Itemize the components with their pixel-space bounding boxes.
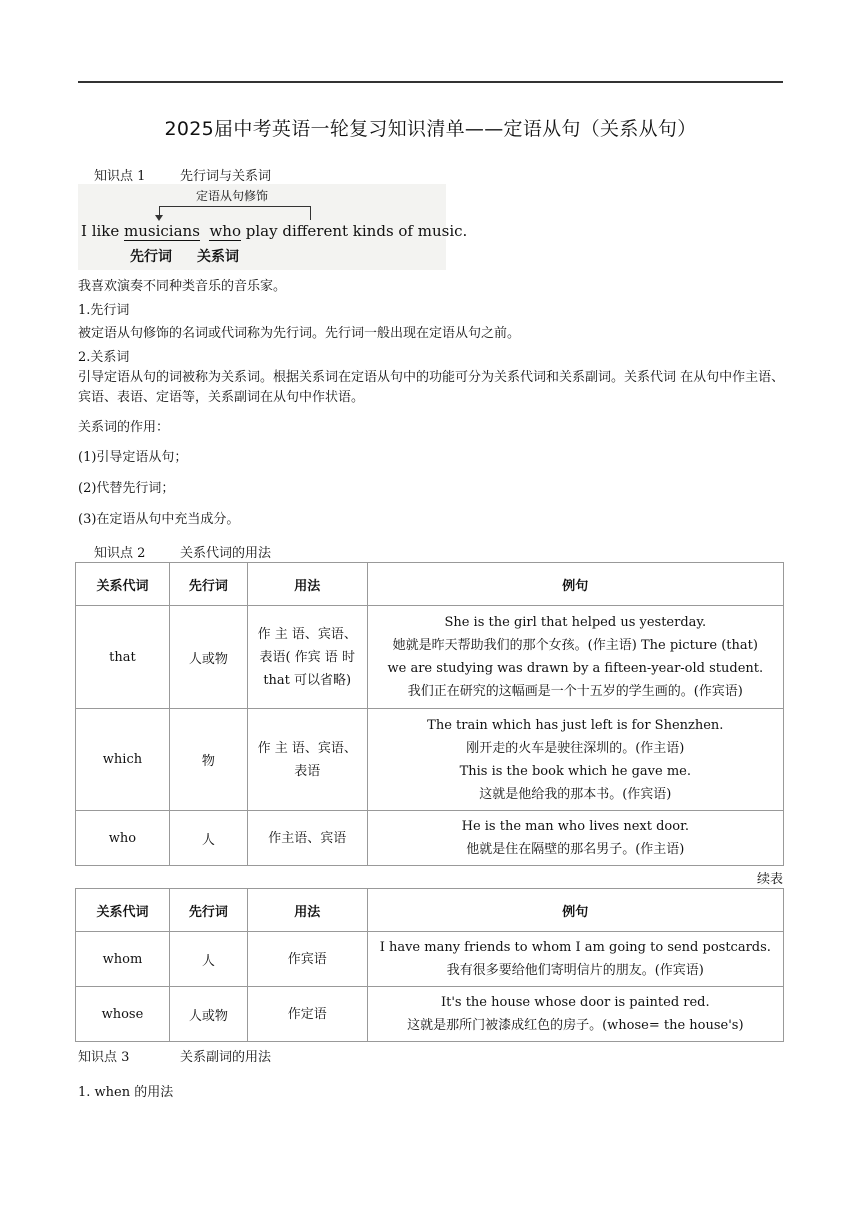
example-cell [367,987,783,1042]
kp1-text: 先行词与关系词 [180,169,272,184]
knowledge-point-2 [94,542,271,561]
relative-label: 关系词 [197,249,239,265]
example-cell [367,932,783,987]
example-line: The train which has just left is for Shenzhen. [427,717,724,733]
relative-clause-figure [78,184,468,270]
example-line: It's the house whose door is painted red. [440,995,710,1010]
table-header-row [76,889,784,932]
table-row [76,811,784,866]
antecedent-cell: 人或物 [169,987,247,1042]
header-cell: 先行词 [169,563,247,606]
sentence-relative: who [209,222,241,240]
header-cell: 例句 [367,889,783,932]
sentence-end: play different kinds of music. [241,222,468,240]
continued-label: 续表 [756,872,783,887]
when-heading: 1. when 的用法 [78,1085,174,1100]
usage-cell: 作 主 语、宾语、表语( 作宾 语 时 that 可以省略) [247,606,367,709]
section-1-text: 被定语从句修饰的名词或代词称为先行词。先行词一般出现在定语从句之前。 [78,326,521,341]
header-cell: 先行词 [169,889,247,932]
example-line: 这就是他给我的那本书。(作宾语) [479,786,672,802]
example-line: 她就是昨天帮助我们的那个女孩。(作主语) The picture (that) [392,638,758,653]
antecedent-cell: 物 [169,709,247,811]
example-line: She is the girl that helped us yesterday. [444,615,707,630]
relative-pronoun-table-continued [75,888,784,1042]
relative-pronoun-table [75,562,784,866]
figure-arrow-icon [155,215,163,221]
usage-cell: 作宾语 [247,932,367,987]
antecedent-cell: 人或物 [169,606,247,709]
example-line: 他就是住在隔壁的那名男子。(作主语) [466,842,685,857]
pronoun-cell: whom [76,932,170,987]
header-cell: 用法 [247,889,367,932]
top-rule [78,81,783,83]
header-cell: 关系代词 [76,889,170,932]
kp2-label: 知识点 2 [94,546,146,561]
antecedent-cell: 人 [169,932,247,987]
pronoun-cell: that [76,606,170,709]
kp3-text: 关系副词的用法 [180,1050,272,1065]
section-1-heading: 1.先行词 [78,303,130,318]
role-item: (1)引导定语从句； [78,450,188,465]
figure-bracket [159,206,311,207]
usage-cell: 作 主 语、宾语、表语 [247,709,367,811]
figure-modifier-label: 定语从句修饰 [196,189,269,203]
example-line: This is the book which he gave me. [459,763,692,779]
kp2-text: 关系代词的用法 [180,546,272,561]
knowledge-point-1 [94,165,271,184]
translation: 我喜欢演奏不同种类音乐的音乐家。 [78,279,287,294]
header-cell: 关系代词 [76,563,170,606]
usage-cell: 作主语、宾语 [247,811,367,866]
pronoun-cell: which [76,709,170,811]
section-2-text: 引导定语从句的词被称为关系词。根据关系词在定语从句中的功能可分为关系代词和关系副词。关系代词 在从句中作主语、宾语、表语、定语等，关系副词在从句中作状语。 [78,370,785,405]
role-item: (2)代替先行词； [78,481,175,496]
role-item: (3)在定语从句中充当成分。 [78,512,240,527]
example-line: He is the man who lives next door. [461,819,690,834]
header-cell: 例句 [367,563,783,606]
kp3-label: 知识点 3 [78,1050,130,1065]
table-row [76,932,784,987]
example-cell [367,606,783,709]
example-line: 这就是那所门被漆成红色的房子。(whose= the house's) [407,1018,744,1033]
role-heading: 关系词的作用： [78,420,170,435]
example-line: 我有很多要给他们寄明信片的朋友。(作宾语) [446,963,704,978]
example-line: we are studying was drawn by a fifteen-year-old student. [387,661,764,676]
page-title: 2025届中考英语一轮复习知识清单——定语从句（关系从句） [164,118,697,140]
pronoun-cell: whose [76,987,170,1042]
figure-sentence [81,222,467,240]
sentence-antecedent: musicians [124,222,200,240]
table-row [76,987,784,1042]
antecedent-cell: 人 [169,811,247,866]
antecedent-label: 先行词 [130,249,172,265]
example-cell [367,811,783,866]
pronoun-cell: who [76,811,170,866]
example-line: I have many friends to whom I am going to send postcards. [379,940,771,955]
table-row [76,606,784,709]
usage-cell: 作定语 [247,987,367,1042]
knowledge-point-3 [78,1046,271,1065]
figure-bracket-right [310,206,311,220]
kp1-label: 知识点 1 [94,169,146,184]
sentence-start: I like [81,222,125,240]
header-cell: 用法 [247,563,367,606]
section-2-heading: 2.关系词 [78,350,130,365]
example-line: 刚开走的火车是驶往深圳的。(作主语) [466,740,685,756]
table-header-row [76,563,784,606]
example-cell [367,709,783,811]
table-row [76,709,784,811]
example-line: 我们正在研究的这幅画是一个十五岁的学生画的。(作宾语) [407,684,743,699]
